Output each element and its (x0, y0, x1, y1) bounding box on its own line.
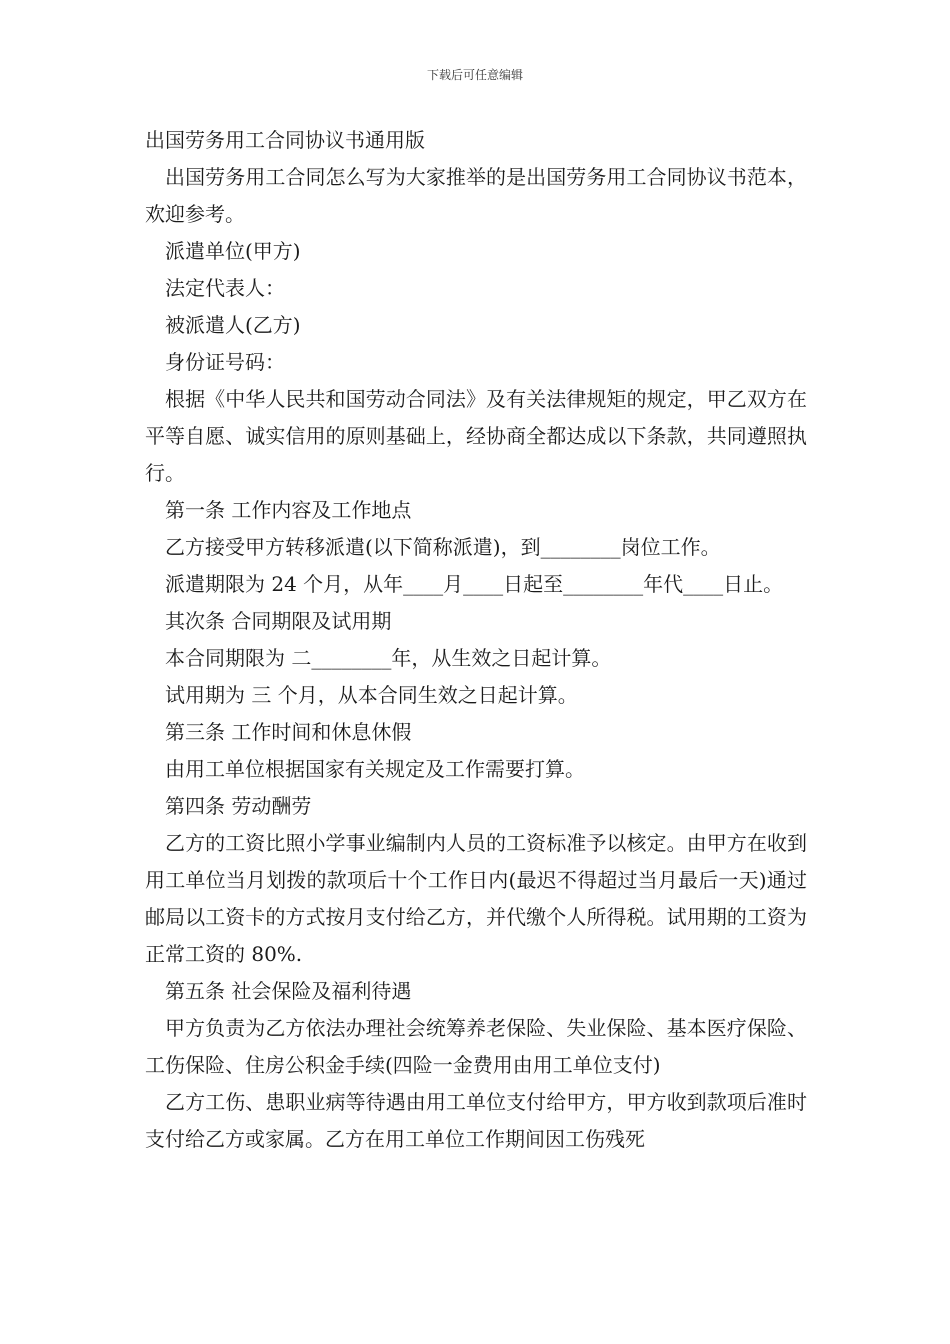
article-heading: 其次条 合同期限及试用期 (165, 609, 392, 633)
article-heading: 第一条 工作内容及工作地点 (165, 498, 412, 522)
paragraph: 甲方负责为乙方依法办理社会统筹养老保险、失业保险、基本医疗保险、工伤保险、住房公积金手续(四险一金费用由用工单位支付) (145, 1016, 807, 1077)
paragraph: 根据《中华人民共和国劳动合同法》及有关法律规矩的规定，甲乙双方在平等自愿、诚实信用的原则基础上，经协商全都达成以下条款，共同遵照执行。 (145, 387, 807, 485)
paragraph: 本合同期限为 二________年，从生效之日起计算。 (165, 646, 612, 670)
paragraph: 乙方的工资比照小学事业编制内人员的工资标准予以核定。由甲方在收到用工单位当月划拨的款项后十个工作日内(最迟不得超过当月最后一天)通过邮局以工资卡的方式按月支付给乙方，并代缴个人所得税。试用期的工资为正常工资的 80%. (145, 831, 807, 966)
article-heading: 第五条 社会保险及福利待遇 (165, 979, 412, 1003)
article-heading: 第四条 劳动酬劳 (165, 794, 312, 818)
paragraph: 派遣单位(甲方) (165, 239, 301, 263)
page-header: 下载后可任意编辑 (426, 68, 523, 82)
paragraph: 乙方工伤、患职业病等待遇由用工单位支付给甲方，甲方收到款项后准时支付给乙方或家属。乙方在用工单位工作期间因工伤残死 (145, 1090, 807, 1151)
paragraph: 被派遣人(乙方) (165, 313, 301, 337)
paragraph: 试用期为 三 个月，从本合同生效之日起计算。 (165, 683, 578, 707)
document-body (145, 122, 807, 1158)
paragraph: 身份证号码： (165, 350, 285, 374)
paragraph: 乙方接受甲方转移派遣(以下简称派遣)，到________岗位工作。 (165, 535, 721, 559)
paragraph: 派遣期限为 24 个月，从年____月____日起至________年代____日止。 (165, 572, 784, 596)
paragraph: 出国劳务用工合同怎么写为大家推举的是出国劳务用工合同协议书范本，欢迎参考。 (145, 165, 807, 226)
paragraph: 由用工单位根据国家有关规定及工作需要打算。 (165, 757, 585, 781)
article-heading: 第三条 工作时间和休息休假 (165, 720, 412, 744)
paragraph: 法定代表人： (165, 276, 285, 300)
document-title: 出国劳务用工合同协议书通用版 (145, 128, 425, 152)
